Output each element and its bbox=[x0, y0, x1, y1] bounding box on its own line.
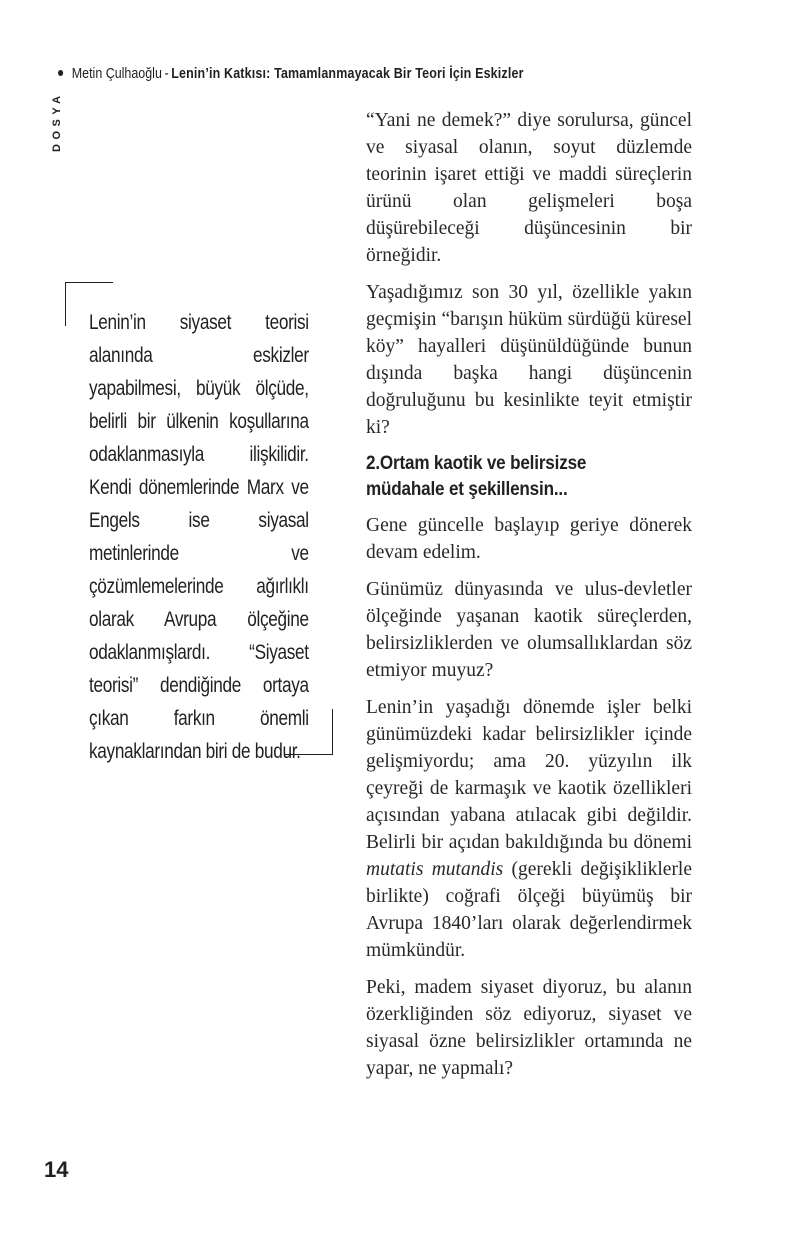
header-title: Lenin’in Katkısı: Tamamlanmayacak Bir Teori İçin Eskizler bbox=[171, 66, 524, 82]
page-number: 14 bbox=[44, 1157, 69, 1182]
header-separator: - bbox=[164, 66, 169, 82]
paragraph: “Yani ne demek?” diye sorulursa, güncel ve siyasal olanın, soyut düzlemde teorinin işaret ettiği ve maddi süreçlerin ürünü olan gelişmeleri boşa düşürebileceği düşüncesinin bir örneğidir. bbox=[366, 110, 692, 266]
paragraph-text: Lenin’in yaşadığı dönemde işler belki günümüzdeki kadar belirsizlikler içinde gelişmiyordu; ama 20. yüzyılın ilk çeyreği de karmaşık ve kaotik özellikleri açısından yabana atılacak gibi değildir. Belirli bir açıdan bakıldığında bu dönemi bbox=[366, 697, 692, 853]
header-author: Metin Çulhaoğlu bbox=[71, 66, 162, 82]
italic-phrase: mutatis mutandis bbox=[366, 859, 504, 880]
paragraph: Peki, madem siyaset diyoruz, bu alanın özerkliğinden söz ediyoruz, siyaset ve siyasal özne belirsizlikler ortamında ne yapar, ne yapmalı? bbox=[366, 977, 692, 1079]
section-heading: 2.Ortam kaotik ve belirsizse müdahale et şekillensin... bbox=[366, 453, 587, 500]
pullquote-bracket-bottom-right bbox=[285, 709, 333, 755]
bullet-icon bbox=[58, 70, 63, 76]
pullquote-text: Lenin’in siyaset teorisi alanında eskizler yapabilmesi, büyük ölçüde, belirli bir ülkenin koşullarına odaklanmasıyla ilişkilidir. Kendi dönemlerinde Marx ve Engels ise siyasal metinlerinde ve çözümlemelerinde ağırlıklı olarak Avrupa ölçeğine odaklanmışlardı. “Siyaset teorisi” dendiğinde ortaya çıkan farkın önemli kaynaklarından biri de budur. bbox=[89, 311, 309, 763]
running-header bbox=[58, 64, 524, 84]
pullquote bbox=[89, 306, 309, 768]
paragraph: Gene güncelle başlayıp geriye dönerek devam edelim. bbox=[366, 515, 692, 563]
paragraph: Günümüz dünyasında ve ulus-devletler ölçeğinde yaşanan kaotik süreçlerden, belirsizliklerden ve olumsallıklardan söz etmiyor muyuz? bbox=[366, 579, 692, 681]
paragraph bbox=[366, 694, 692, 964]
paragraph: Yaşadığımız son 30 yıl, özellikle yakın geçmişin “barışın hüküm sürdüğü küresel köy” hayalleri düşünüldüğünde bunun dışında başka hangi düşüncenin doğruluğunu bu kesinlikte teyit etmiştir ki? bbox=[366, 282, 692, 438]
paragraph-text: (gerekli değişikliklerle birlikte) coğrafi ölçeği büyümüş bir Avrupa 1840’ları olarak değerlendirmek mümkündür. bbox=[366, 859, 693, 961]
section-tag: DOSYA bbox=[51, 91, 63, 153]
body-column bbox=[366, 107, 692, 1092]
